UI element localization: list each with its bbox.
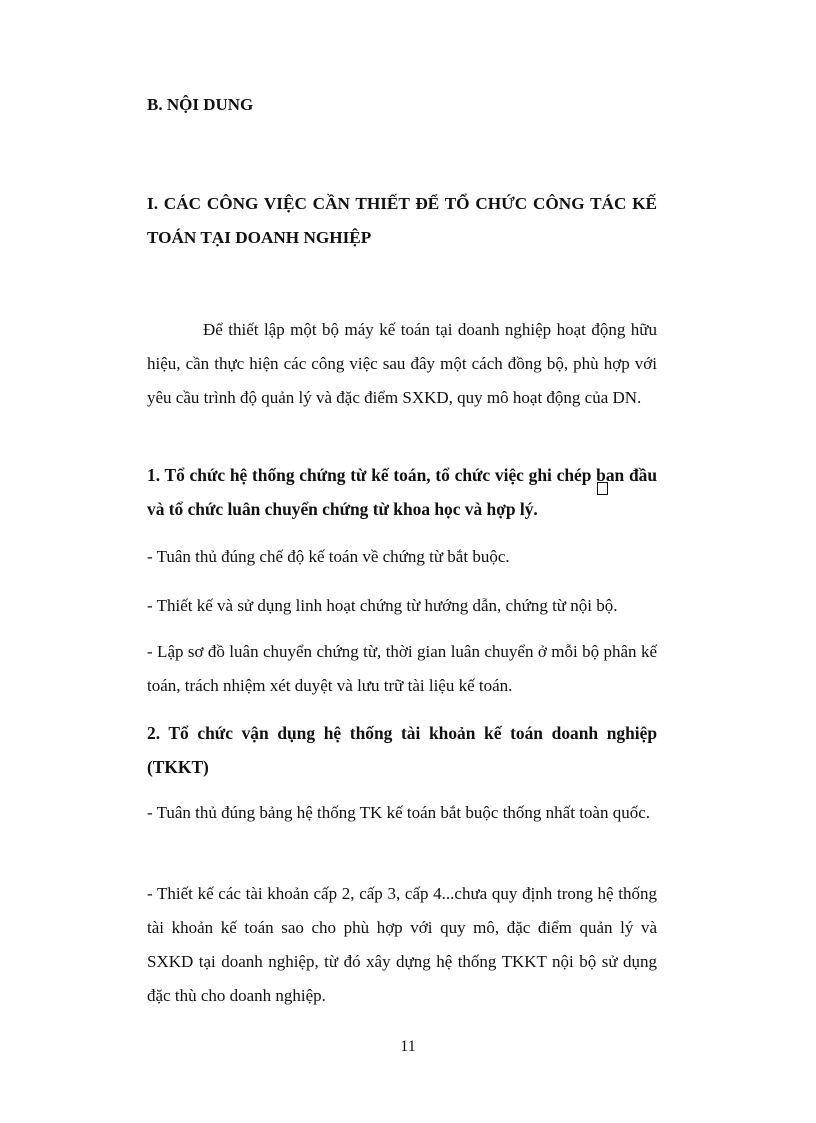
checkbox-glyph-icon	[597, 482, 608, 495]
list-item: - Tuân thủ đúng bảng hệ thống TK kế toán bắt buộc thống nhất toàn quốc.	[147, 803, 651, 822]
subheading-2: 2. Tổ chức vận dụng hệ thống tài khoản kế toán doanh nghiệp (TKKT)	[147, 723, 657, 777]
intro-paragraph: Để thiết lập một bộ máy kế toán tại doanh nghiệp hoạt động hữu hiệu, cần thực hiện các công việc sau đây một cách đồng bộ, phù hợp với yêu cầu trình độ quản lý và đặc điểm SXKD, quy mô hoạt động của DN.	[147, 320, 657, 407]
subheading-1: 1. Tổ chức hệ thống chứng từ kế toán, tổ chức việc ghi chép ban đầu và tổ chức luân chuyển chứng từ khoa học và hợp lý.	[147, 465, 657, 519]
page-number: 11	[400, 1038, 416, 1055]
list-item: - Thiết kế các tài khoản cấp 2, cấp 3, cấp 4...chưa quy định trong hệ thống tài khoản kế toán sao cho phù hợp với quy mô, đặc điểm quản lý và SXKD tại doanh nghiệp, từ đó xây dựng hệ thống TKKT nội bộ sử dụng đặc thù cho doanh nghiệp.	[147, 884, 657, 1005]
list-item: - Thiết kế và sử dụng linh hoạt chứng từ hướng dẫn, chứng từ nội bộ.	[147, 596, 618, 615]
chapter-heading: I. CÁC CÔNG VIỆC CẦN THIẾT ĐỂ TỔ CHỨC CÔNG TÁC KẾ TOÁN TẠI DOANH NGHIỆP	[147, 194, 657, 247]
list-item: - Tuân thủ đúng chế độ kế toán về chứng từ bắt buộc.	[147, 547, 510, 566]
section-title: B. NỘI DUNG	[147, 95, 254, 114]
list-item: - Lập sơ đồ luân chuyển chứng từ, thời gian luân chuyển ở mỗi bộ phân kế toán, trách nhiệm xét duyệt và lưu trữ tài liệu kế toán.	[147, 642, 657, 695]
